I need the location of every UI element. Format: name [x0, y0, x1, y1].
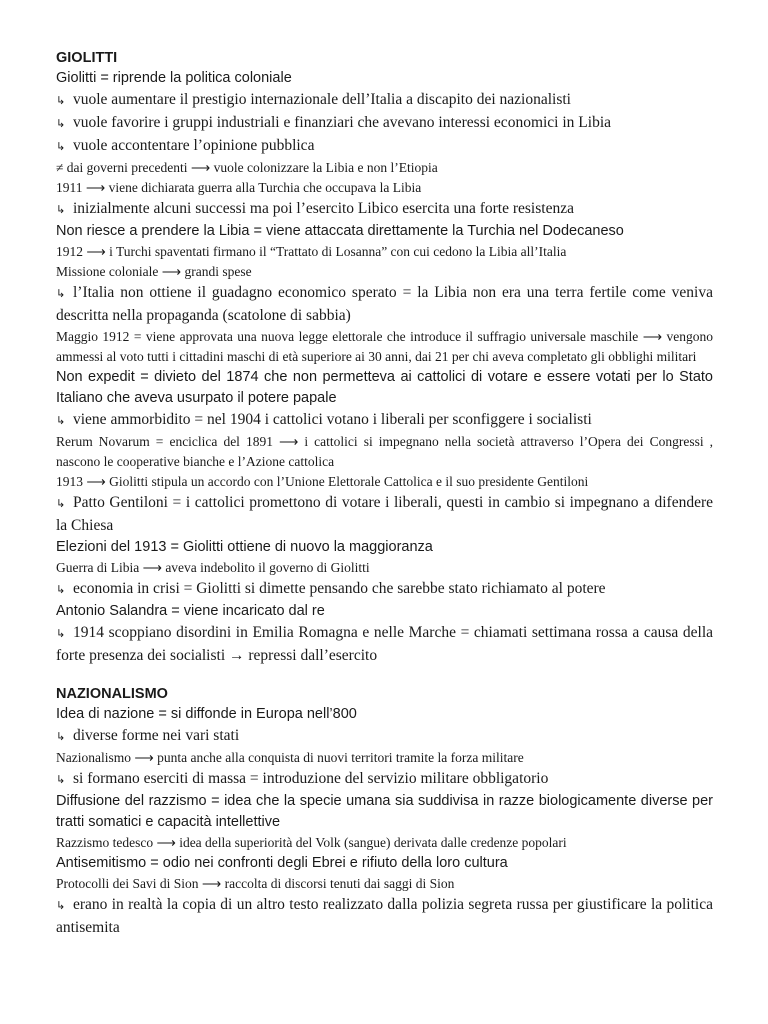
section-heading: GIOLITTI [56, 50, 118, 66]
line-text: 1914 scoppiano disordini in Emilia Romagna e nelle Marche = chiamati settimana rossa a causa della forte presenza dei socialisti → repressi dall’esercito [56, 624, 713, 664]
sub-arrow-icon: ↳ [56, 730, 66, 743]
line-text: Non riesce a prendere la Libia = viene attaccata direttamente la Turchia nel Dodecaneso [56, 223, 624, 239]
line-text: vuole accontentare l’opinione pubblica [73, 137, 315, 154]
sub-arrow-icon: ↳ [56, 627, 66, 640]
line-text: vuole favorire i gruppi industriali e finanziari che avevano interessi economici in Libia [73, 114, 612, 131]
line-text: Elezioni del 1913 = Giolitti ottiene di nuovo la maggioranza [56, 539, 433, 555]
note-line [56, 327, 713, 367]
sub-arrow-icon: ↳ [56, 497, 66, 510]
note-line [56, 242, 713, 262]
line-text: 1913 ⟶ Giolitti stipula un accordo con l’Unione Elettorale Cattolica e il suo presidente Gentiloni [56, 474, 589, 489]
note-line [56, 178, 713, 198]
sub-arrow-icon: ↳ [56, 117, 66, 130]
line-text: ≠ dai governi precedenti ⟶ vuole colonizzare la Libia e non l’Etiopia [56, 160, 438, 175]
note-line [56, 221, 713, 242]
sub-point [56, 409, 713, 432]
line-text: Nazionalismo ⟶ punta anche alla conquista di nuovi territori tramite la forza militare [56, 750, 524, 765]
line-text: vuole aumentare il prestigio internazionale dell’Italia a discapito dei nazionalisti [73, 91, 571, 108]
line-text: 1911 ⟶ viene dichiarata guerra alla Turchia che occupava la Libia [56, 180, 422, 195]
section-nazionalismo [56, 685, 713, 939]
sub-point [56, 894, 713, 939]
line-text: Razzismo tedesco ⟶ idea della superiorità del Volk (sangue) derivata dalle credenze popolari [56, 835, 567, 850]
note-line [56, 833, 713, 853]
note-line [56, 537, 713, 558]
note-line [56, 748, 713, 768]
line-text: Diffusione del razzismo = idea che la specie umana sia suddivisa in razze biologicamente diverse per tratti somatici e capacità intellettive [56, 793, 713, 830]
line-text: Patto Gentiloni = i cattolici promettono di votare i liberali, questi in cambio si impegnano a difendere la Chiesa [56, 494, 713, 534]
line-text: Missione coloniale ⟶ grandi spese [56, 264, 252, 279]
sub-point [56, 768, 713, 791]
sub-point [56, 282, 713, 327]
note-line [56, 791, 713, 833]
note-line [56, 432, 713, 472]
sub-arrow-icon: ↳ [56, 899, 66, 912]
line-text: Idea di nazione = si diffonde in Europa nell’800 [56, 706, 357, 722]
note-line [56, 472, 713, 492]
sub-point [56, 198, 713, 221]
sub-point [56, 725, 713, 748]
line-text: Antisemitismo = odio nei confronti degli Ebrei e rifiuto della loro cultura [56, 855, 508, 871]
sub-arrow-icon: ↳ [56, 414, 66, 427]
sub-arrow-icon: ↳ [56, 140, 66, 153]
sub-point [56, 578, 713, 601]
line-text: viene ammorbidito = nel 1904 i cattolici votano i liberali per sconfiggere i socialisti [73, 411, 592, 428]
sub-arrow-icon: ↳ [56, 287, 66, 300]
sub-point [56, 112, 713, 135]
line-text: Antonio Salandra = viene incaricato dal re [56, 603, 325, 619]
line-text: l’Italia non ottiene il guadagno economico sperato = la Libia non era una terra fertile come veniva descritta nella propaganda (scatolone di sabbia) [56, 284, 713, 324]
sub-point [56, 622, 713, 667]
line-text: Rerum Novarum = enciclica del 1891 ⟶ i cattolici si impegnano nella società attraverso l’Opera dei Congressi , nascono le cooperative bianche e l’Azione cattolica [56, 434, 713, 469]
section-heading: NAZIONALISMO [56, 686, 168, 702]
line-text: erano in realtà la copia di un altro testo realizzato dalla polizia segreta russa per giustificare la politica antisemita [56, 896, 713, 936]
note-line [56, 262, 713, 282]
line-text: diverse forme nei vari stati [73, 727, 240, 744]
note-line [56, 853, 713, 874]
line-text: Giolitti = riprende la politica coloniale [56, 70, 292, 86]
note-line [56, 558, 713, 578]
note-line [56, 367, 713, 409]
section-giolitti [56, 49, 713, 667]
sub-point [56, 135, 713, 158]
line-text: 1912 ⟶ i Turchi spaventati firmano il “Trattato di Losanna” con cui cedono la Libia all’Italia [56, 244, 567, 259]
sub-arrow-icon: ↳ [56, 203, 66, 216]
note-line [56, 874, 713, 894]
line-text: si formano eserciti di massa = introduzione del servizio militare obbligatorio [73, 770, 549, 787]
line-text: Maggio 1912 = viene approvata una nuova legge elettorale che introduce il suffragio universale maschile ⟶ vengono ammessi al voto tutti i cittadini maschi di età superiore ai 30 anni, dai 21 per chi aveva completato gli obblighi militari [56, 329, 713, 364]
line-text: economia in crisi = Giolitti si dimette pensando che sarebbe stato richiamato al potere [73, 580, 606, 597]
sub-arrow-icon: ↳ [56, 583, 66, 596]
sub-point [56, 492, 713, 537]
note-line [56, 68, 713, 89]
line-text: Non expedit = divieto del 1874 che non permetteva ai cattolici di votare e essere votati per lo Stato Italiano che aveva usurpato il potere papale [56, 369, 713, 406]
note-line [56, 601, 713, 622]
note-line [56, 158, 713, 178]
line-text: Guerra di Libia ⟶ aveva indebolito il governo di Giolitti [56, 560, 370, 575]
note-line [56, 704, 713, 725]
line-text: inizialmente alcuni successi ma poi l’esercito Libico esercita una forte resistenza [73, 200, 574, 217]
sub-point [56, 89, 713, 112]
line-text: Protocolli dei Savi di Sion ⟶ raccolta di discorsi tenuti dai saggi di Sion [56, 876, 455, 891]
sub-arrow-icon: ↳ [56, 773, 66, 786]
sub-arrow-icon: ↳ [56, 94, 66, 107]
